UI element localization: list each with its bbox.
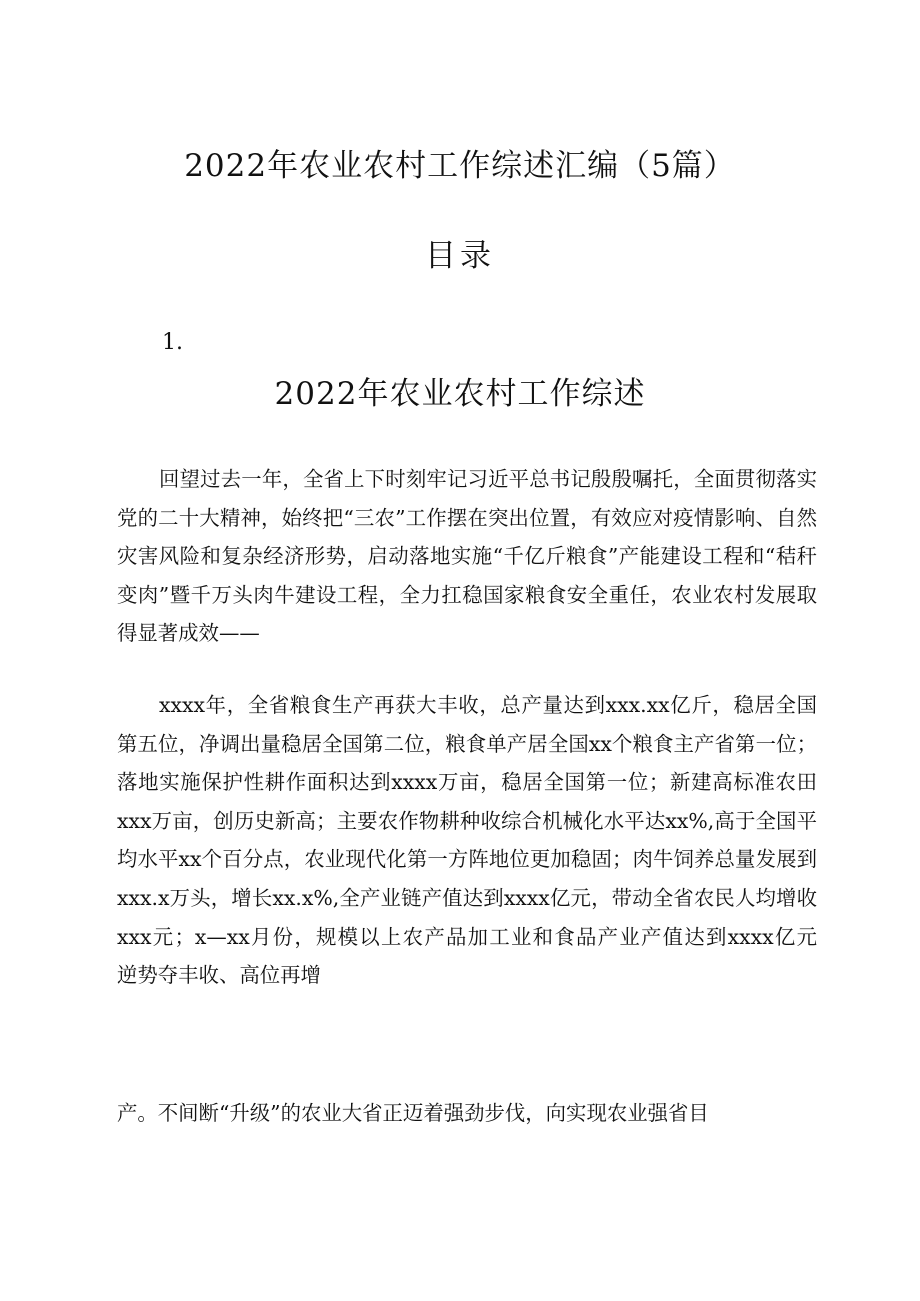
body-paragraph: 回望过去一年，全省上下时刻牢记习近平总书记殷殷嘱托，全面贯彻落实党的二十大精神，始终把“三农”工作摆在突出位置，有效应对疫情影响、自然灾害风险和复杂经济形势，启动落地实施“千亿斤粮食”产能建设工程和“秸秆变肉”暨千万头肉牛建设工程，全力扛稳国家粮食安全重任，农业农村发展取得显著成效—— (117, 467, 817, 646)
article-title: 2022年农业农村工作综述 (274, 376, 646, 412)
toc-item-number: 1. (162, 330, 183, 355)
toc-heading: 目录 (425, 238, 495, 274)
body-paragraph: xxxx年，全省粮食生产再获大丰收，总产量达到xxx.xx亿斤，稳居全国第五位，净调出量稳居全国第二位，粮食单产居全国xx个粮食主产省第一位；落地实施保护性耕作面积达到xxxx万亩，稳居全国第一位；新建高标准农田xxx万亩，创历史新高；主要农作物耕种收综合机械化水平达xx%,高于全国平均水平xx个百分点，农业现代化第一方阵地位更加稳固；肉牛饲养总量发展到xxx.x万头，增长xx.x%,全产业链产值达到xxxx亿元，带动全省农民人均增收xxx元；x—xx月份，规模以上农产品加工业和食品产业产值达到xxxx亿元 逆势夺丰收、高位再增 (117, 693, 858, 988)
body-paragraph: 产。不间断“升级”的农业大省正迈着强劲步伐，向实现农业强省目 (117, 1101, 709, 1125)
document-title: 2022年农业农村工作综述汇编（5篇） (184, 148, 736, 184)
